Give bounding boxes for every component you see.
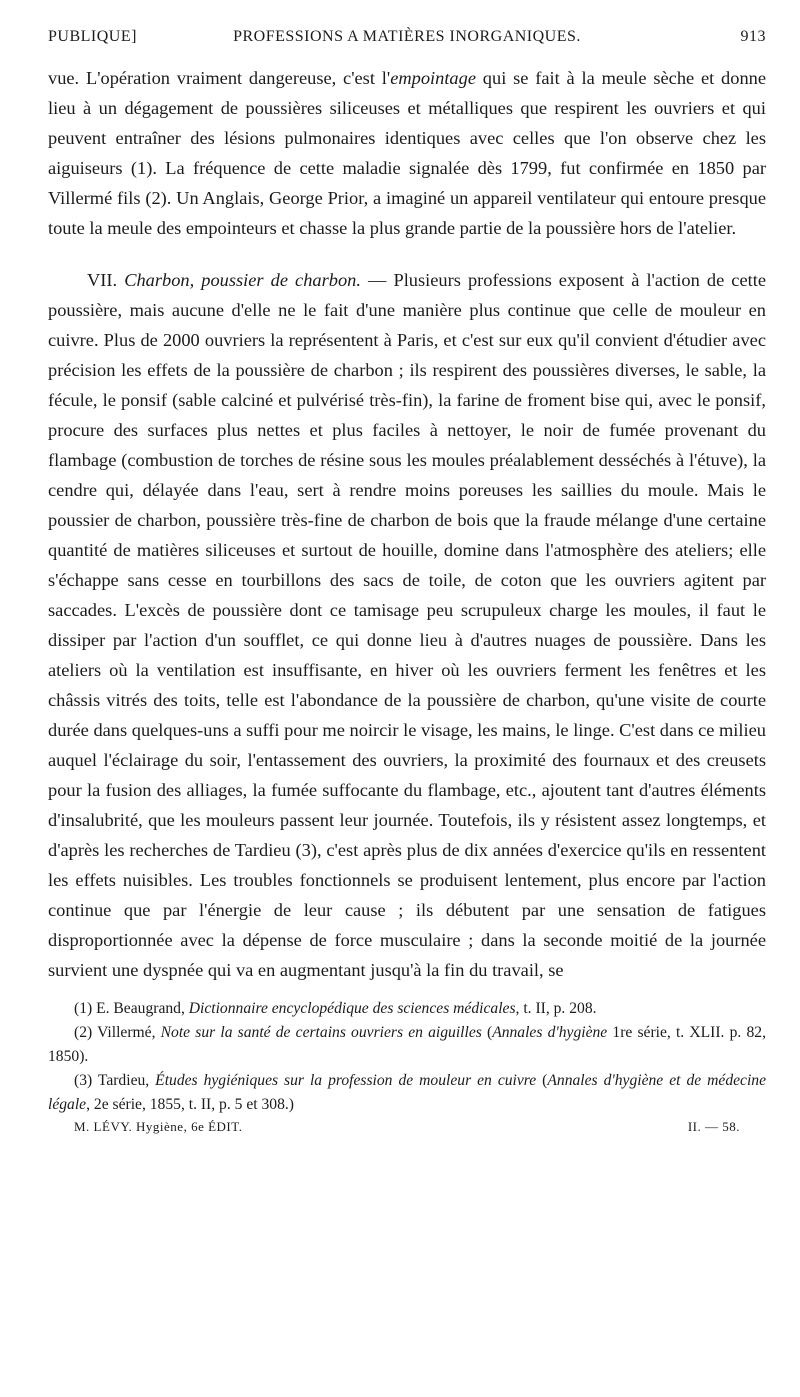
sheet-signature: II. — 58. xyxy=(687,1119,740,1134)
paragraph-text: — Plusieurs professions exposent à l'action de cette poussière, mais aucune d'elle ne le fait d'une manière plus continue que celle de mouleur en cuivre. Plus de 2000 ouvriers la représentent à Paris, et c'est sur eux qu'il convient d'étudier avec précision les effets de la poussière de charbon ; ils respirent des poussières diverses, le sable, la fécule, le ponsif (sable calciné et pulvérisé très-fin), la farine de froment bise qui, avec le ponsif, procure des surfaces plus nettes et plus faciles à nettoyer, le noir de fumée provenant du flambage (combustion de torches de résine sous les moules préalablement desséchés à l'étuve), la cendre qui, délayée dans l'eau, sert à rendre moins poreuses les saillies du moule. Mais le poussier de charbon, poussière très-fine de charbon de bois que la fraude mélange d'une certaine quantité de matières siliceuses et surtout de houille, domine dans l'atmosphère des ateliers; elle s'échappe sans cesse en tourbillons des sacs de toile, de coton que les ouvriers agitent par saccades. L'excès de poussière dont ce tamisage peu scrupuleux charge les moules, il faut le dissiper par l'action d'un soufflet, ce qui donne lieu à d'autres nuages de poussière. Dans les ateliers où la ventilation est insuffisante, en hiver où les ouvriers ferment les fenêtres et les châssis vitrés des toits, telle est l'abondance de la poussière de charbon, qu'une visite de courte durée dans quelques-uns a suffi pour me noircir le visage, les mains, le linge. C'est dans ce milieu auquel l'éclairage du soir, l'entassement des ouvriers, la proximité des fournaux et des creusets pour la fusion des alliages, la fumée suffocante du flambage, etc., ajoutent tant d'autres éléments d'insalubrité, que les mouleurs passent leur journée. Toutefois, ils y résistent assez longtemps, et d'après les recherches de Tardieu (3), c'est après plus de dix années d'exercice qu'ils en ressentent les effets nuisibles. Les troubles fonctionnels se produisent lentement, plus encore par l'action continue que par l'énergie de leur cause ; ils débutent par une sensation de fatigues disproportionnée avec la dépense de force musculaire ; dans la seconde moitié de la journée survient une dyspnée qui va en augmentant jusqu'à la fin du travail, se xyxy=(48,270,766,980)
footnote-number: (2) xyxy=(74,1024,93,1041)
footnote-journal: Annales d'hygiène xyxy=(492,1024,608,1041)
running-header xyxy=(48,28,766,52)
section-title-italic: Charbon, poussier de charbon. xyxy=(124,270,361,290)
footnote xyxy=(48,997,766,1021)
footnote-title: Études hygiéniques sur la profession de mouleur en cuivre xyxy=(155,1072,537,1089)
footnote-journal: Annales d'hygiène et de médecine légale xyxy=(48,1072,767,1113)
footnote-text: , t. II, p. 208. xyxy=(515,1000,597,1017)
paragraph-charbon xyxy=(48,265,766,985)
signature-line xyxy=(48,1117,766,1139)
footnote-text: Tardieu, xyxy=(92,1072,156,1089)
printer-signature: M. LÉVY. Hygiène, 6e ÉDIT. xyxy=(74,1119,243,1134)
footnote-number: (1) xyxy=(74,1000,93,1017)
footnotes xyxy=(48,997,766,1117)
footnote-title: Note sur la santé de certains ouvriers en aiguilles xyxy=(160,1024,482,1041)
paragraph-text: qui se fait à la meule sèche et donne lieu à un dégagement de poussières siliceuses et métalliques que respirent les ouvriers et qui peuvent entraîner des lésions pulmonaires identiques avec celles que l'on observe chez les aiguiseurs (1). La fréquence de cette maladie signalée dès 1799, fut confirmée en 1850 par Villermé fils (2). Un Anglais, George Prior, a imaginé un appareil ventilateur qui entoure presque toute la meule des empointeurs et chasse la plus grande partie de la poussière hors de l'atelier. xyxy=(48,68,766,238)
paragraph-empointage xyxy=(48,63,766,243)
footnote xyxy=(48,1069,766,1117)
footnote-text: E. Beaugrand, xyxy=(92,1000,189,1017)
header-title: PROFESSIONS A MATIÈRES INORGANIQUES. xyxy=(233,28,581,45)
header-section-label: PUBLIQUE] xyxy=(48,28,137,45)
footnote-text: , 2e série, 1855, t. II, p. 5 et 308.) xyxy=(86,1096,294,1113)
page-number: 913 xyxy=(740,28,766,45)
book-page xyxy=(48,28,766,1139)
footnote-text: Villermé, xyxy=(92,1024,161,1041)
footnote-number: (3) xyxy=(74,1072,93,1089)
footnote xyxy=(48,1021,766,1069)
footnote-title: Dictionnaire encyclopédique des sciences médicales xyxy=(188,1000,516,1017)
paragraph-text: vue. L'opération vraiment dangereuse, c'est l' xyxy=(48,68,391,88)
footnote-text: ( xyxy=(536,1072,548,1089)
section-number: VII. xyxy=(87,270,125,290)
footnote-text: ( xyxy=(481,1024,493,1041)
footnote-text: 1re série, t. XLII. p. 82, 1850). xyxy=(48,1024,766,1065)
term-italic: empointage xyxy=(390,68,476,88)
